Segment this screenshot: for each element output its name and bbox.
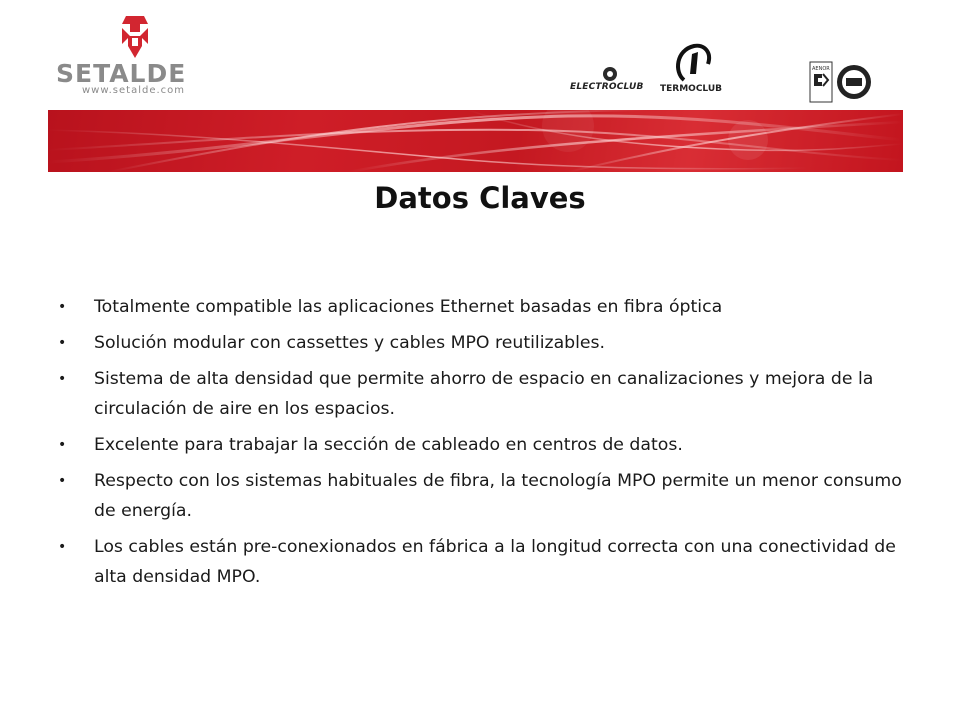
bullet-icon: • xyxy=(58,437,67,453)
setalde-logo xyxy=(52,14,220,100)
termoclub-emblem-icon xyxy=(670,42,716,84)
aenor-label: AENOR xyxy=(812,66,830,72)
electroclub-emblem-icon xyxy=(602,66,618,82)
certification-badges-icon xyxy=(808,60,874,104)
bullet-icon: • xyxy=(58,539,67,555)
termoclub-name: TERMOCLUB xyxy=(660,84,723,94)
bullet-text: Respecto con los sistemas habituales de fibra, la tecnología MPO permite un menor consumo de energía. xyxy=(94,471,902,521)
setalde-url: www.setalde.com xyxy=(82,85,186,96)
list-item xyxy=(58,532,908,592)
list-item xyxy=(58,328,908,358)
bullet-icon: • xyxy=(58,299,67,315)
setalde-emblem-icon xyxy=(118,14,152,60)
bullet-text: Solución modular con cassettes y cables MPO reutilizables. xyxy=(94,333,606,353)
electroclub-name: ELECTROCLUB xyxy=(570,82,644,92)
bullet-icon: • xyxy=(58,371,67,387)
setalde-wordmark: SETALDE xyxy=(56,59,187,88)
list-item xyxy=(58,292,908,322)
key-points-list xyxy=(58,292,908,598)
bullet-text: Sistema de alta densidad que permite ahorro de espacio en canalizaciones y mejora de la circulación de aire en los espacios. xyxy=(94,369,874,419)
termoclub-logo xyxy=(660,42,730,98)
bullet-icon: • xyxy=(58,473,67,489)
bullet-icon: • xyxy=(58,335,67,351)
list-item xyxy=(58,466,908,526)
fiber-optic-banner xyxy=(48,110,903,172)
electroclub-logo xyxy=(570,64,650,98)
bullet-text: Excelente para trabajar la sección de cableado en centros de datos. xyxy=(94,435,683,455)
slide-title: Datos Claves xyxy=(374,181,586,215)
fiber-optic-icon xyxy=(48,110,903,172)
list-item xyxy=(58,364,908,424)
bullet-text: Totalmente compatible las aplicaciones Ethernet basadas en fibra óptica xyxy=(94,297,723,317)
certification-logos xyxy=(808,60,874,104)
bullet-text: Los cables están pre-conexionados en fábrica a la longitud correcta con una conectividad de alta densidad MPO. xyxy=(94,537,896,587)
list-item xyxy=(58,430,908,460)
